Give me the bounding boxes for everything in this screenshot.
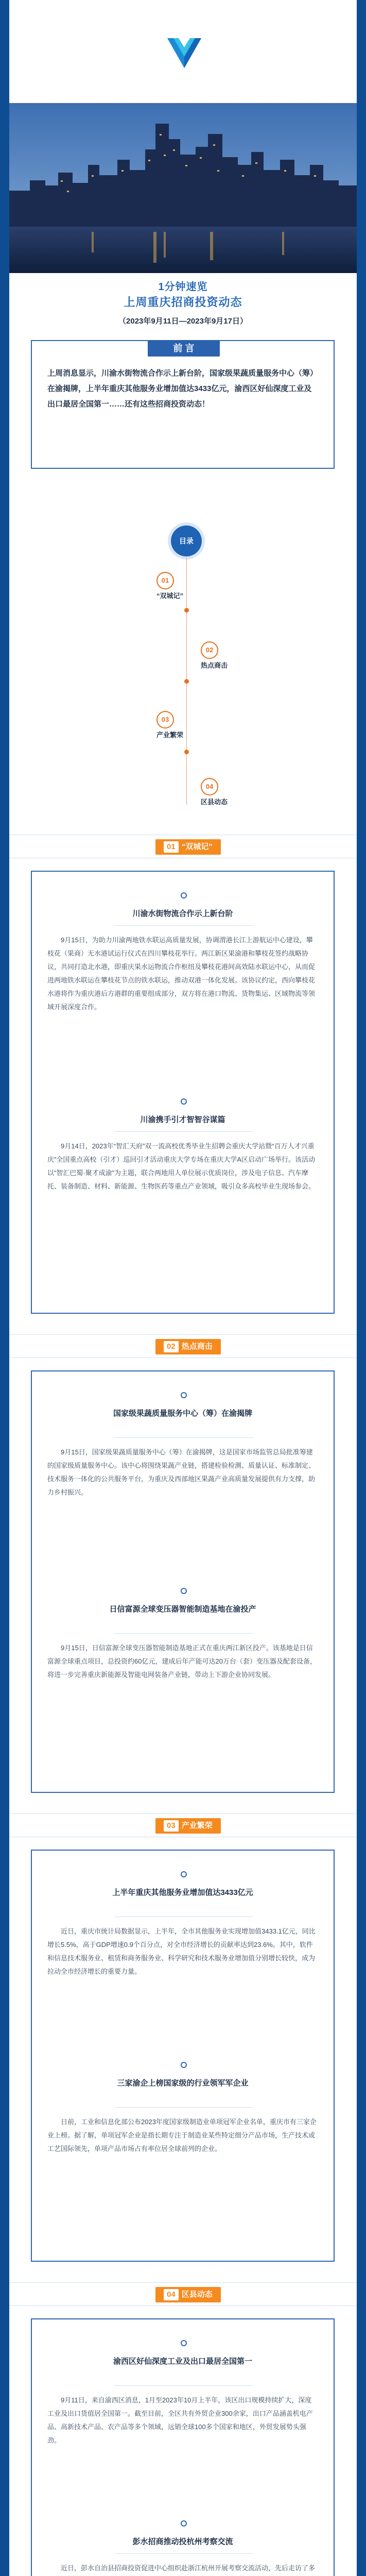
article-title: 渝西区好仙深度工业及出口最居全国第一	[113, 2357, 252, 2366]
toc-item-label: 热点商击	[201, 662, 228, 669]
headline-line2: 上周重庆招商投资动态	[124, 296, 242, 309]
article-title: 川渝水街物流合作示上新台阶	[132, 909, 233, 918]
section-tag: 01 “双城记”	[155, 839, 221, 855]
toc-item-label: “双城记”	[156, 592, 184, 600]
date-range: （2023年9月11日—2023年9月17日）	[118, 317, 248, 326]
toc-dot	[184, 608, 189, 613]
article-body: 9月15日，为助力川渝两地铁水联运高质量发展，协调渭港长江上游航运中心建设，攀枝花（果商）无水港试运行仪式在四川攀枝花举行。两江新区果渝港和攀枝花签约战略协议，共同打造北水港，即重庆果水运物流合作枢纽及攀枝花港间高效陆水联运中心，从而促进两地铁水联运在攀枝花节点的铁水联运，推动双港一体化发展。该协议约定，西向攀枝花水港将作为重庆港后方港群的重要组成部分，双方将在港口物流、货物集运、区域物流等领域开展深度合作。	[47, 936, 316, 1011]
article-marker-icon	[181, 1588, 187, 1594]
logo-area	[9, 0, 357, 77]
article-body: 日前，工业和信息化部公布2023年度国家级制造业单项冠军企业名单，重庆市有三家企业上榜。据了解，单项冠军企业是指长期专注于制造业某些特定细分产品市场，生产技术或工艺国际领先，单项产品市场占有率位居全球前列的企业。	[47, 2118, 317, 2153]
article-marker-icon	[181, 1871, 187, 1877]
preface-box	[31, 340, 335, 469]
preface-text: 上周消息显示，川渝水街物流合作示上新台阶，国家级果蔬质量服务中心（筹）在渝揭牌，上半年重庆其他服务业增加值达3433亿元，渝西区好仙深度工业及出口最居全国第一……还有这些招商投资动态！	[47, 369, 318, 409]
article-body: 9月11日，来自渝西区消息，1月至2023年10月上半年，该区出口规模持续扩大，深度工业及出口货值居全国第一。截至目前，全区共有外贸企业300余家，出口产品涵盖机电产品、高新技术产品、农产品等多个领域，远销全球100多个国家和地区，外贸发展势头强劲。	[47, 2396, 313, 2444]
article-divider	[114, 925, 253, 926]
article-body: 近日，重庆市统计局数据显示，上半年，全市其他服务业实现增加值3433.1亿元，同比增长5.5%，高于GDP增速0.9个百分点，对全市经济增长的贡献率达到23.6%。其中，软件和信息技术服务业、租赁和商务服务业、科学研究和技术服务业增加值分别增长较快，成为拉动全市经济增长的重要力量。	[47, 1927, 316, 1975]
article-body: 9月15日，国家级果蔬质量服务中心（筹）在渝揭牌，这是国家市场监管总局批准筹建的国家级质量服务中心。该中心将围绕果蔬产业链，搭建检验检测、质量认证、标准制定、技术服务一体化的公共服务平台，为重庆及西部地区果蔬产业高质量发展提供有力支撑，助力乡村振兴。	[47, 1448, 316, 1496]
section-card-4	[31, 2318, 335, 2576]
page-content	[9, 0, 357, 2576]
article-title: 三家渝企上榜国家级的行业领军军企业	[117, 2079, 249, 2088]
article-divider	[114, 2107, 253, 2108]
toc-item-label: 产业繁荣	[156, 731, 184, 739]
section-card-3	[31, 1850, 335, 2262]
article-divider	[114, 2385, 253, 2386]
section-tag: 03 产业繁荣	[155, 1818, 221, 1834]
toc-item-4[interactable]	[201, 778, 228, 806]
article-title: 国家级果蔬质量服务中心（筹）在渝揭牌	[113, 1409, 252, 1418]
article-body: 9月14日，2023年“智汇天府”双一流高校优秀毕业生招聘会重庆大学站暨“百万人才兴重庆”全国重点高校（引才）巡回引才活动重庆大学专场在重庆大学A区启动广场举行。该活动以“智汇巴蜀·聚才成渝”为主题，联合两地用人单位展示优质岗位，涉及电子信息、汽车摩托、装备制造、材料、新能源、生物医药等重点产业领域，吸引众多高校毕业生现场参会。	[47, 1142, 316, 1190]
article-divider	[114, 2553, 253, 2554]
article-marker-icon	[181, 892, 187, 899]
section-header-3	[9, 1814, 357, 1837]
toc-dot	[184, 750, 189, 754]
toc-dot	[184, 679, 189, 684]
section-tag: 02 热点商击	[155, 1339, 221, 1354]
article-marker-icon	[181, 2520, 187, 2527]
article-marker-icon	[181, 2340, 187, 2346]
city-skyline-image	[9, 103, 357, 273]
section-header-4	[9, 2282, 357, 2306]
article-body: 近日，彭水自治县招商投资促进中心组织赴浙江杭州开展考察交流活动，先后走访了多	[61, 2564, 316, 2572]
brand-logo-icon	[166, 36, 202, 69]
headline-line1: 1分钟速览	[158, 281, 208, 293]
toc-item-3[interactable]	[156, 711, 184, 739]
section-card-1	[31, 871, 335, 1314]
toc-badge: 目录	[171, 526, 202, 556]
article-title: 彭水招商推动投杭州考察交流	[132, 2537, 233, 2546]
article-title: 川渝携手引才智智谷谋篇	[140, 1115, 225, 1124]
article-marker-icon	[181, 1392, 187, 1398]
article-divider	[114, 1131, 253, 1132]
article-divider	[114, 1437, 253, 1438]
preface-title: 前 言	[148, 340, 220, 357]
toc-item-number: 01	[156, 572, 174, 589]
toc-item-number: 03	[156, 711, 174, 728]
toc-item-number: 04	[201, 778, 218, 795]
article-title: 上半年重庆其他服务业增加值达3433亿元	[112, 1888, 253, 1897]
toc-item-label: 区县动态	[201, 798, 228, 806]
article-marker-icon	[181, 2062, 187, 2068]
article-body: 9月15日，日信富源全球变压器智能制造基地正式在重庆两江新区投产。该基地是日信富源全球重点项目，总投资约60亿元，建成后年产能可达20万台（套）变压器及配套设备，将进一步完善重庆新能源及智能电网装备产业链，带动上下游企业协同发展。	[47, 1644, 317, 1679]
article-title: 日信富源全球变压器智能制造基地在渝投产	[109, 1605, 256, 1614]
article-marker-icon	[181, 1098, 187, 1105]
toc-item-2[interactable]	[201, 641, 228, 669]
toc-item-number: 02	[201, 641, 218, 659]
section-header-1	[9, 835, 357, 858]
section-tag: 04 区县动态	[155, 2287, 221, 2302]
section-card-2	[31, 1370, 335, 1793]
toc-item-1[interactable]	[156, 572, 184, 600]
section-header-2	[9, 1334, 357, 1358]
article-divider	[114, 1633, 253, 1634]
